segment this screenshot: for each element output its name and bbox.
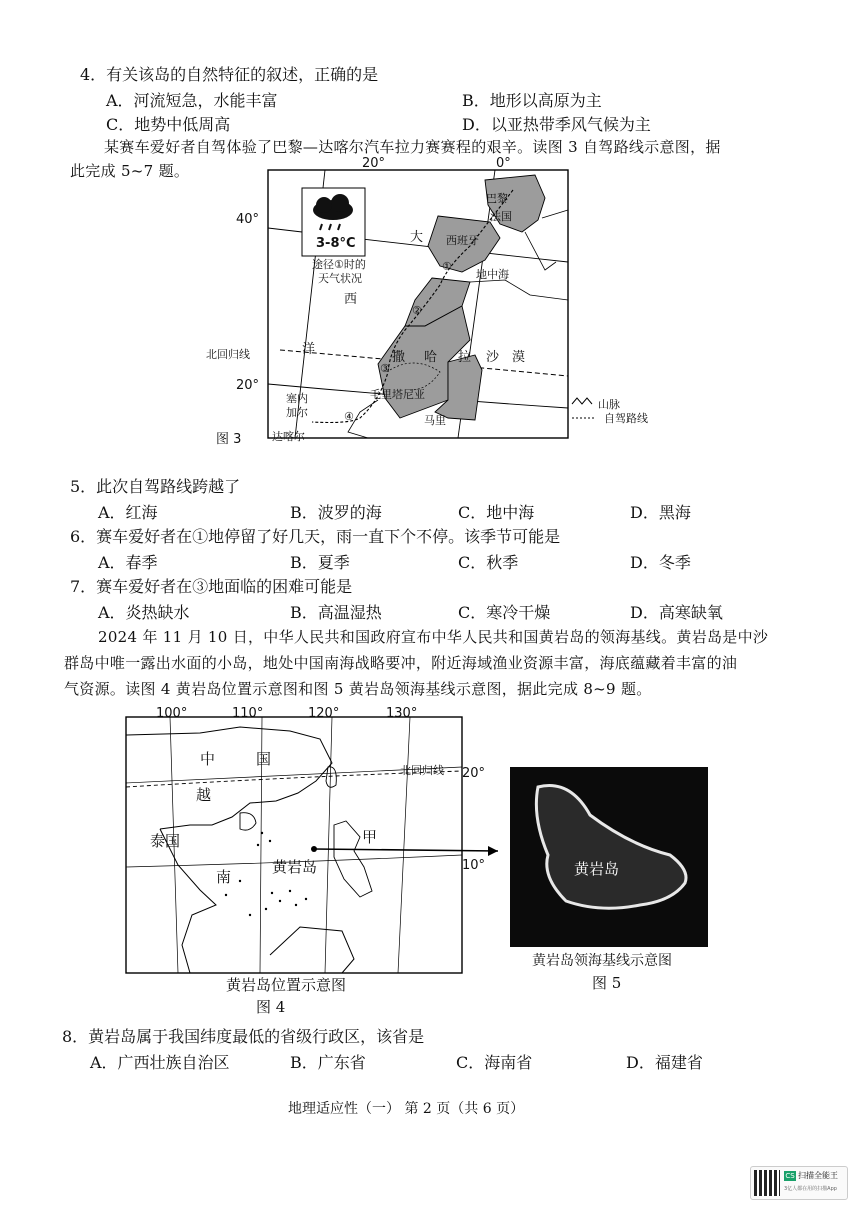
q6-option-a: A．春季 xyxy=(98,553,158,572)
map3-sahara-la: 拉 xyxy=(458,350,472,365)
map4-thailand: 泰国 xyxy=(150,832,181,850)
scanner-app-name: 扫描全能王 xyxy=(798,1171,838,1180)
intro1-line1: 某赛车爱好者自驾体验了巴黎—达喀尔汽车拉力赛赛程的艰辛。读图 3 自驾路线示意图，据 xyxy=(104,138,721,156)
map3-lat-20: 20° xyxy=(236,378,260,393)
legend-route: 自驾路线 xyxy=(604,412,648,425)
qr-code-icon xyxy=(754,1170,780,1196)
map4-vietnam-nan: 南 xyxy=(216,868,232,886)
map3-ocean-xi: 西 xyxy=(344,292,358,307)
scanner-logo-icon: CS xyxy=(785,1172,795,1180)
map3-mali: 马里 xyxy=(424,414,446,427)
map3-sahara-mo: 漠 xyxy=(512,350,526,365)
map3-sahara-sha: 沙 xyxy=(486,350,500,365)
legend-mountain: 山脉 xyxy=(598,398,620,411)
q8-stem: 8．黄岩岛属于我国纬度最低的省级行政区，该省是 xyxy=(62,1027,425,1046)
map3-lon-20: 20° xyxy=(362,156,386,171)
intro1-line2: 此完成 5~7 题。 xyxy=(70,162,190,180)
q7-option-a: A．炎热缺水 xyxy=(98,603,190,622)
map3-senegal-2: 加尔 xyxy=(286,406,308,419)
q5-option-b: B．波罗的海 xyxy=(290,503,382,522)
q5-option-c: C．地中海 xyxy=(458,503,535,522)
map4-jia: 甲 xyxy=(362,828,378,846)
map3-temperature: 3-8°C xyxy=(316,236,356,251)
q4-option-b: B．地形以高原为主 xyxy=(462,91,602,110)
map3-spain: 西班牙 xyxy=(446,234,479,247)
figure4-label: 图 4 xyxy=(256,998,286,1016)
fig5-island-label: 黄岩岛 xyxy=(574,860,620,878)
intro2-line2: 群岛中唯一露出水面的小岛，地处中国南海战略要冲，附近海域渔业资源丰富，海底蕴藏着丰富的油 xyxy=(64,654,738,672)
map3-tropic-label: 北回归线 xyxy=(206,348,250,361)
q6-option-c: C．秋季 xyxy=(458,553,519,572)
q4-option-c: C．地势中低周高 xyxy=(106,115,231,134)
figure4-location-map xyxy=(120,705,720,977)
q8-option-b: B．广东省 xyxy=(290,1053,366,1072)
map3-weather-caption-2: 天气状况 xyxy=(318,272,362,285)
map4-lat-10: 10° xyxy=(462,858,486,873)
q4-stem: 4．有关该岛的自然特征的叙述，正确的是 xyxy=(80,65,379,84)
q6-option-d: D．冬季 xyxy=(630,553,691,572)
map3-sahara-ha: 哈 xyxy=(424,350,438,365)
map3-france: 法国 xyxy=(490,210,512,223)
q8-option-d: D．福建省 xyxy=(626,1053,703,1072)
q7-option-b: B．高温湿热 xyxy=(290,603,382,622)
figure5-caption: 黄岩岛领海基线示意图 xyxy=(532,953,672,969)
map4-lon-110: 110° xyxy=(232,706,264,721)
map3-mediterranean: 地中海 xyxy=(476,268,509,281)
map3-point-1: ① xyxy=(442,260,452,273)
map4-lon-100: 100° xyxy=(156,706,188,721)
map3-sahara-sa: 撒 xyxy=(392,350,406,365)
map3-point-4: ④ xyxy=(344,410,354,423)
map4-huangyan: 黄岩岛 xyxy=(272,858,318,876)
intro2-line1: 2024 年 11 月 10 日，中华人民共和国政府宣布中华人民共和国黄岩岛的领海基线。黄岩岛是中沙 xyxy=(98,628,769,646)
map3-senegal-1: 塞内 xyxy=(286,392,308,405)
map3-lon-0: 0° xyxy=(496,156,511,171)
map4-china-guo: 国 xyxy=(256,750,272,768)
q7-option-d: D．高寒缺氧 xyxy=(630,603,723,622)
q7-option-c: C．寒冷干燥 xyxy=(458,603,551,622)
figure4-caption: 黄岩岛位置示意图 xyxy=(226,976,347,994)
figure3-label: 图 3 xyxy=(216,432,242,447)
map4-vietnam-yue: 越 xyxy=(196,786,212,804)
map3-weather-caption-1: 途径①时的 xyxy=(312,258,366,271)
q4-option-a: A．河流短急，水能丰富 xyxy=(106,91,278,110)
scanner-tagline: 3亿人都在用的扫描App xyxy=(784,1186,837,1192)
page-footer: 地理适应性（一） 第 2 页（共 6 页） xyxy=(288,1101,525,1117)
figure5-label: 图 5 xyxy=(592,974,622,992)
map4-lon-120: 120° xyxy=(308,706,340,721)
q8-option-c: C．海南省 xyxy=(456,1053,533,1072)
q6-option-b: B．夏季 xyxy=(290,553,350,572)
q8-option-a: A．广西壮族自治区 xyxy=(90,1053,230,1072)
scanner-watermark xyxy=(750,1166,848,1200)
q5-stem: 5．此次自驾路线跨越了 xyxy=(70,477,241,496)
q7-stem: 7．赛车爱好者在③地面临的困难可能是 xyxy=(70,577,353,596)
map3-lat-40: 40° xyxy=(236,212,260,227)
map3-ocean-da: 大 xyxy=(410,230,424,245)
map3-point-3: ③ xyxy=(380,362,390,375)
map4-tropic: 北回归线 xyxy=(400,764,444,777)
map4-lon-130: 130° xyxy=(386,706,418,721)
q5-option-d: D．黑海 xyxy=(630,503,691,522)
q6-stem: 6．赛车爱好者在①地停留了好几天，雨一直下个不停。该季节可能是 xyxy=(70,527,561,546)
map4-china-zhong: 中 xyxy=(200,750,216,768)
map3-mauritania: 毛里塔尼亚 xyxy=(370,388,425,401)
map3-dakar: 达喀尔 xyxy=(272,430,305,443)
q5-option-a: A．红海 xyxy=(98,503,158,522)
map3-point-2: ② xyxy=(412,304,422,317)
map3-ocean-yang: 洋 xyxy=(302,342,316,357)
q4-option-d: D．以亚热带季风气候为主 xyxy=(462,115,651,134)
map3-paris: 巴黎 xyxy=(486,192,508,205)
intro2-line3: 气资源。读图 4 黄岩岛位置示意图和图 5 黄岩岛领海基线示意图，据此完成 8~9 题。 xyxy=(64,680,652,698)
map4-lat-20: 20° xyxy=(462,766,486,781)
